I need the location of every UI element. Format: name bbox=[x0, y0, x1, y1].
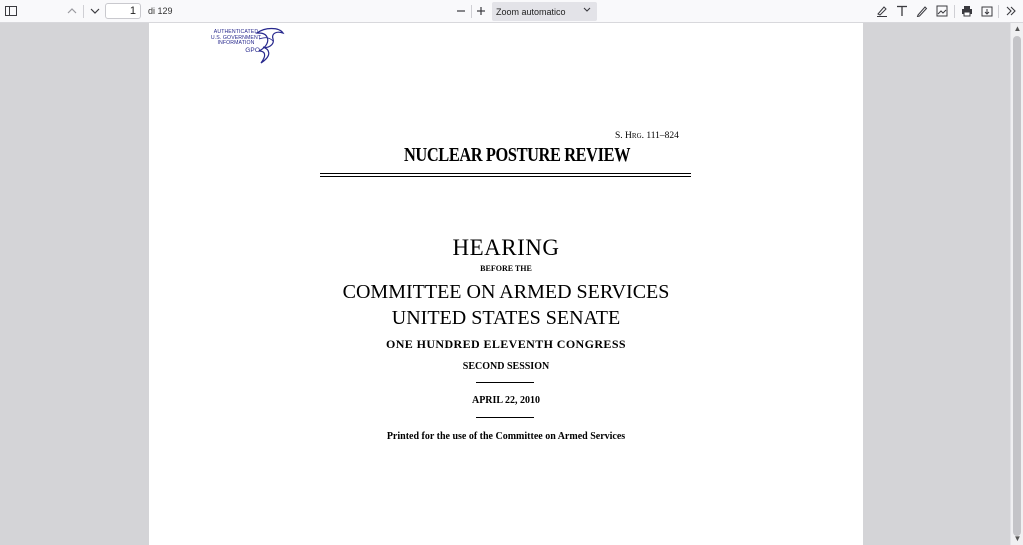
toolbar-separator bbox=[83, 5, 84, 18]
page-number-input[interactable] bbox=[105, 3, 141, 19]
print-icon[interactable] bbox=[957, 0, 977, 22]
gpo-eagle-icon bbox=[253, 27, 285, 70]
pdf-toolbar bbox=[0, 0, 1023, 23]
gpo-logo-line: AUTHENTICATED bbox=[213, 29, 259, 35]
zoom-select-value: Zoom automatico bbox=[496, 6, 566, 17]
sidebar-toggle-icon[interactable] bbox=[1, 0, 21, 22]
gpo-logo-line: INFORMATION bbox=[217, 40, 255, 47]
tools-menu-icon[interactable] bbox=[1001, 0, 1021, 22]
zoom-select[interactable] bbox=[492, 2, 597, 21]
session-label: SECOND SESSION bbox=[462, 361, 550, 372]
toolbar-separator bbox=[998, 5, 999, 18]
gpo-logo-line: GPO bbox=[245, 46, 260, 54]
toolbar-separator bbox=[954, 5, 955, 18]
chevron-down-icon bbox=[583, 5, 591, 17]
zoom-out-icon[interactable] bbox=[451, 0, 471, 22]
next-page-icon[interactable] bbox=[85, 0, 105, 22]
document-title: NUCLEAR POSTURE REVIEW bbox=[404, 144, 631, 166]
vertical-scrollbar[interactable] bbox=[1010, 23, 1023, 545]
image-icon[interactable] bbox=[932, 0, 952, 22]
scroll-down-icon[interactable]: ▼ bbox=[1013, 534, 1022, 543]
title-rule bbox=[320, 176, 691, 177]
zoom-in-icon[interactable] bbox=[471, 0, 491, 22]
highlight-icon[interactable] bbox=[872, 0, 892, 22]
divider bbox=[476, 382, 534, 383]
printed-for-note: Printed for the use of the Committee on Armed Services bbox=[386, 431, 626, 442]
pdf-page bbox=[149, 23, 863, 545]
scrollbar-thumb[interactable] bbox=[1013, 36, 1021, 536]
divider bbox=[476, 417, 534, 418]
committee-name: COMMITTEE ON ARMED SERVICES bbox=[342, 281, 670, 303]
draw-icon[interactable] bbox=[912, 0, 932, 22]
chamber-name: UNITED STATES SENATE bbox=[391, 307, 621, 329]
previous-page-icon[interactable] bbox=[62, 0, 82, 22]
hearing-number: S. Hrg. 111–824 bbox=[615, 131, 679, 141]
text-icon[interactable] bbox=[892, 0, 912, 22]
page-count-label: di 129 bbox=[148, 6, 173, 16]
save-icon[interactable] bbox=[977, 0, 997, 22]
hearing-date: APRIL 22, 2010 bbox=[471, 395, 541, 406]
title-rule bbox=[320, 173, 691, 174]
scroll-up-icon[interactable]: ▲ bbox=[1013, 24, 1022, 33]
before-the-label: BEFORE THE bbox=[480, 264, 532, 273]
gpo-logo-line: U.S. GOVERNMENT bbox=[210, 34, 262, 41]
hearing-heading: HEARING bbox=[452, 235, 560, 260]
congress-label: ONE HUNDRED ELEVENTH CONGRESS bbox=[386, 337, 626, 351]
